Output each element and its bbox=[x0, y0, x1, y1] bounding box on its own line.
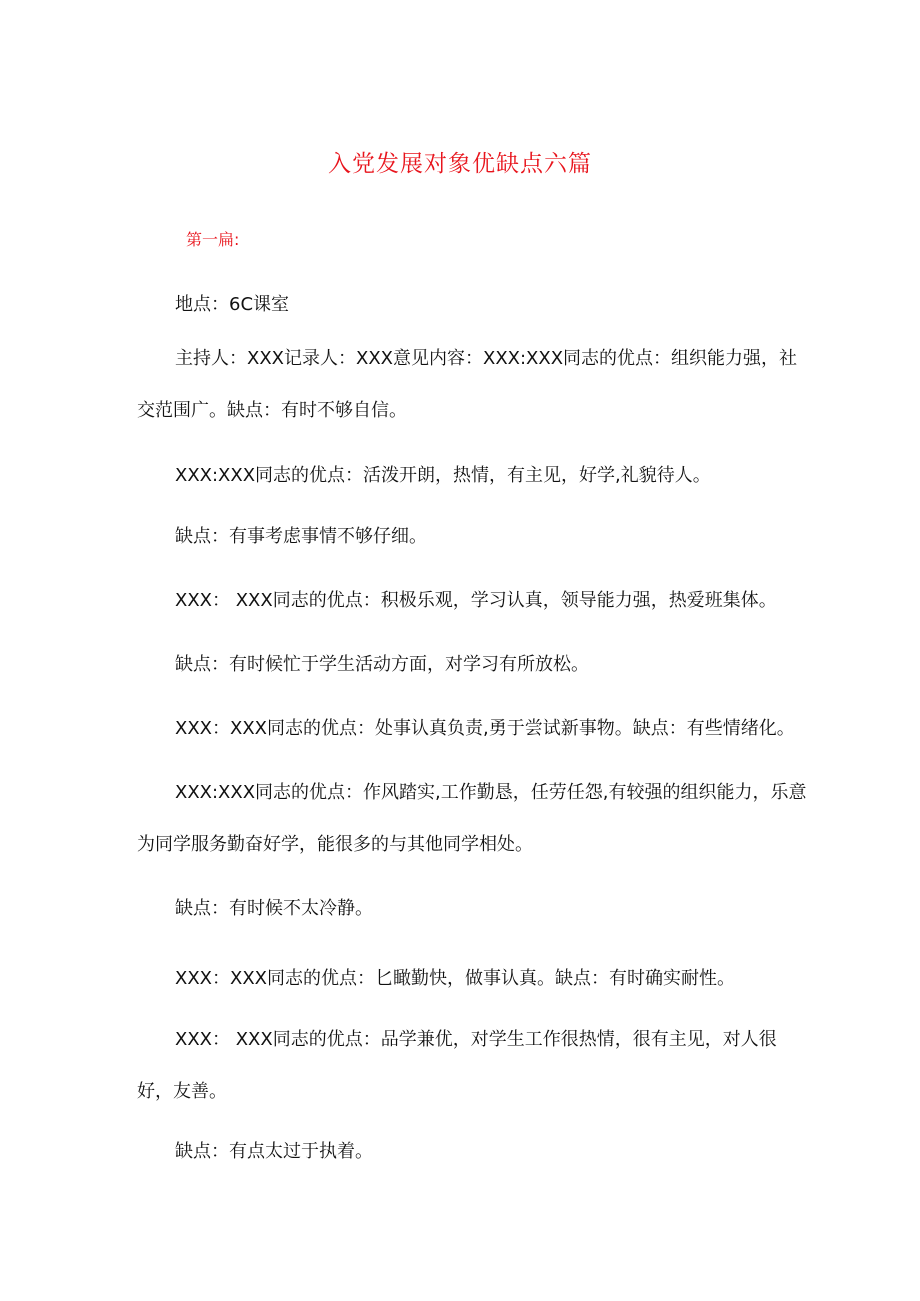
document-title: 入党发展对象优缺点六篇 bbox=[328, 151, 592, 177]
paragraph-location: 地点：6C课室 bbox=[175, 294, 290, 315]
paragraph-comment: 缺点：有点太过于执着。 bbox=[175, 1141, 373, 1162]
paragraph-comment: 缺点：有事考虑事情不够仔细。 bbox=[175, 526, 427, 547]
paragraph-comment: 缺点：有时候不太冷静。 bbox=[175, 898, 373, 919]
paragraph-comment: XXX： XXX同志的优点：积极乐观，学习认真，领导能力强，热爱班集体。 bbox=[175, 590, 777, 611]
paragraph-comment: XXX:XXX同志的优点：作风踏实,工作勤恳，任劳任怨,有较强的组织能力，乐意为同学服务勤奋好学，能很多的与其他同学相处。 bbox=[137, 782, 807, 855]
paragraph-comment: XXX：XXX同志的优点：匕瞰勤快，做事认真。缺点：有时确实耐性。 bbox=[175, 968, 735, 989]
paragraph-comment: XXX： XXX同志的优点：品学兼优，对学生工作很热情，很有主见，对人很好，友善。 bbox=[137, 1029, 777, 1102]
paragraph-host: 主持人：XXX记录人：XXX意见内容：XXX:XXX同志的优点：组织能力强，社交范围广。缺点：有时不够自信。 bbox=[137, 348, 798, 421]
paragraph-comment: XXX:XXX同志的优点：活泼开朗，热情，有主见，好学,礼貌待人。 bbox=[175, 465, 711, 486]
paragraph-comment: 缺点：有时候忙于学生活动方面，对学习有所放松。 bbox=[175, 654, 589, 675]
paragraph-comment: XXX：XXX同志的优点：处事认真负责,勇于尝试新事物。缺点：有些情绪化。 bbox=[175, 718, 795, 739]
section-heading: 第一扁: bbox=[186, 230, 240, 249]
